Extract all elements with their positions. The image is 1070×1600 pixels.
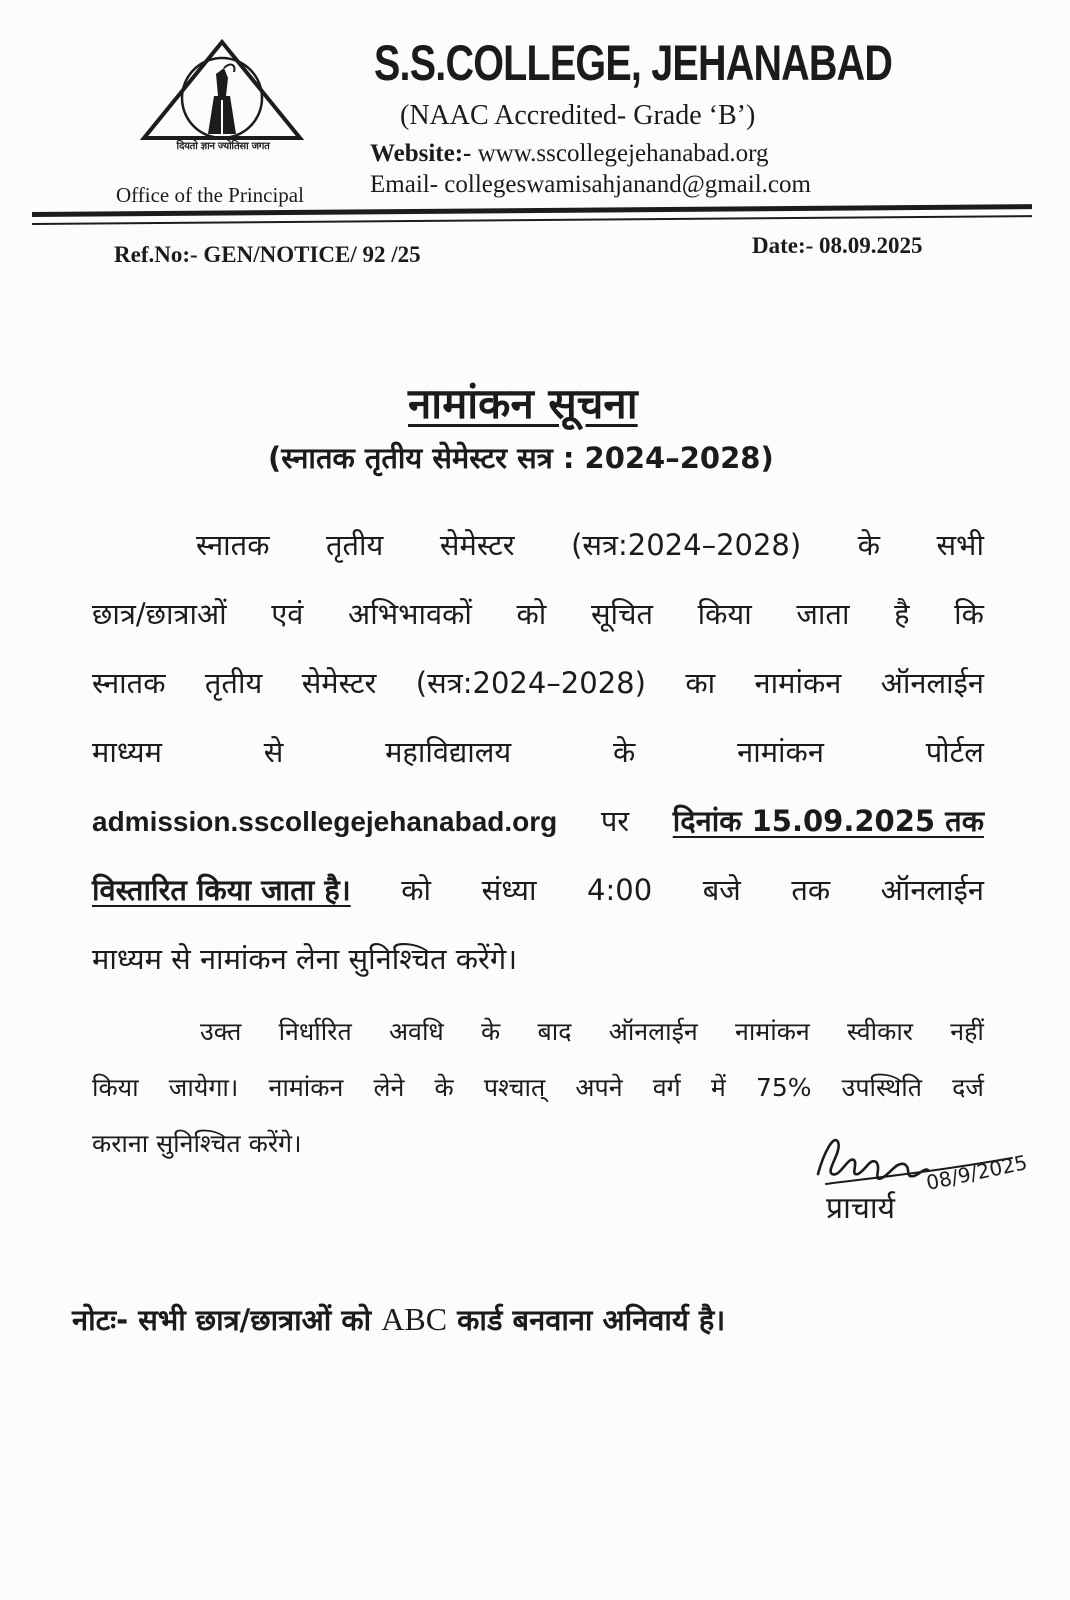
word: ऑनलाईन (608, 1017, 698, 1046)
signature-date: 08/9/2025 (924, 1150, 1030, 1195)
word: के (481, 1017, 501, 1046)
note-suffix: कार्ड बनवाना अनिवार्य है। (457, 1303, 726, 1337)
word: उक्त (200, 1017, 242, 1046)
word: अवधि (388, 1017, 444, 1046)
admission-portal-link[interactable]: admission.sscollegejehanabad.org (92, 806, 558, 837)
paragraph-line (92, 856, 984, 925)
word: का (685, 666, 716, 700)
accreditation: (NAAC Accredited- Grade ‘B’) (400, 100, 756, 131)
word: पश्चात् (483, 1073, 546, 1102)
paragraph-line (92, 649, 984, 718)
word: नामांकन (737, 735, 824, 769)
deadline-text: दिनांक 15.09.2025 तक (672, 804, 984, 838)
word: के (434, 1073, 454, 1102)
word: संध्या (481, 873, 537, 907)
paragraph-closing: माध्यम से नामांकन लेना सुनिश्चित करेंगे। (92, 942, 518, 976)
word: निर्धारित (278, 1017, 352, 1046)
word: से (263, 735, 284, 769)
email-link[interactable]: collegeswamisahjanand@gmail.com (444, 171, 811, 198)
paragraph-line (92, 718, 984, 787)
note-abc: ABC (381, 1301, 448, 1337)
word: (सत्र:2024–2028) (415, 666, 646, 700)
word: में (710, 1073, 726, 1102)
word: उपस्थिति (841, 1073, 922, 1102)
word: माध्यम (92, 735, 162, 769)
word: सेमेस्टर (439, 528, 515, 562)
word: महाविद्यालय (385, 735, 512, 769)
header-rule-thin (32, 215, 1032, 225)
word: बजे (702, 873, 741, 907)
notice-title: नामांकन सूचना (408, 379, 638, 428)
note-line (72, 1300, 725, 1339)
extended-text: विस्तारित किया जाता है। (92, 873, 351, 907)
word: तृतीय (204, 666, 263, 700)
word: अभिभावकों (348, 597, 472, 631)
email-label: Email- (370, 171, 439, 198)
word: स्नातक (196, 528, 270, 562)
paragraph-line (92, 1060, 984, 1116)
word: नामांकन (734, 1017, 810, 1046)
paragraph-line (92, 925, 984, 994)
word: को (516, 597, 547, 631)
college-emblem-icon (138, 38, 306, 142)
word: पोर्टल (925, 735, 984, 769)
word: बाद (537, 1017, 572, 1046)
word: के (613, 735, 636, 769)
notice-date: Date:- 08.09.2025 (752, 233, 923, 258)
word: अपने (575, 1073, 623, 1102)
word: तृतीय (325, 528, 384, 562)
word: को (401, 873, 432, 907)
logo-motto: दियतो ज्ञान ज्योतिसा जगत (176, 141, 270, 152)
word: 75% (755, 1073, 812, 1102)
word: नामांकन (754, 666, 842, 700)
email-line (370, 171, 811, 199)
word: स्वीकार (847, 1017, 914, 1046)
principal-designation: प्राचार्य (826, 1191, 896, 1226)
word: ऑनलाईन (880, 666, 984, 700)
word: नामांकन (268, 1073, 344, 1102)
word: ऑनलाईन (880, 873, 984, 907)
word: कि (954, 597, 984, 631)
word: एवं (271, 597, 304, 631)
word: सभी (936, 528, 984, 562)
paragraph-closing: कराना सुनिश्चित करेंगे। (92, 1129, 302, 1158)
reference-number: Ref.No:- GEN/NOTICE/ 92 /25 (114, 242, 421, 267)
note-prefix: नोटः- सभी छात्र/छात्राओं को (72, 1303, 372, 1337)
word: किया (92, 1073, 139, 1102)
college-name: S.S.COLLEGE, JEHANABAD (374, 35, 893, 91)
website-link[interactable]: www.sscollegejehanabad.org (477, 140, 769, 167)
word: पर (600, 804, 630, 838)
paragraph-line (92, 787, 984, 856)
word: लेने (373, 1073, 405, 1102)
notice-subtitle: (स्नातक तृतीय सेमेस्टर सत्र : 2024–2028) (268, 441, 774, 475)
paragraph-line (92, 580, 984, 649)
word: जाता (796, 597, 850, 631)
word: छात्र/छात्राओं (92, 597, 227, 631)
word: दर्ज (952, 1073, 984, 1102)
word: (सत्र:2024–2028) (571, 528, 802, 562)
word: है (894, 597, 910, 631)
website-label: Website:- (370, 140, 472, 167)
word: वर्ग (652, 1073, 681, 1102)
notice-paragraph-1 (92, 511, 984, 994)
website-line (370, 140, 769, 168)
word: किया (697, 597, 752, 631)
word: तक (791, 873, 831, 907)
word: नहीं (950, 1017, 984, 1046)
word: 4:00 (587, 873, 653, 907)
word: सेमेस्टर (301, 666, 377, 700)
word: स्नातक (92, 666, 166, 700)
word: सूचित (590, 597, 654, 631)
paragraph-line (92, 511, 984, 580)
word: जायेगा। (168, 1073, 239, 1102)
word: के (857, 528, 880, 562)
paragraph-line (92, 1004, 984, 1060)
office-label: Office of the Principal (116, 183, 304, 207)
